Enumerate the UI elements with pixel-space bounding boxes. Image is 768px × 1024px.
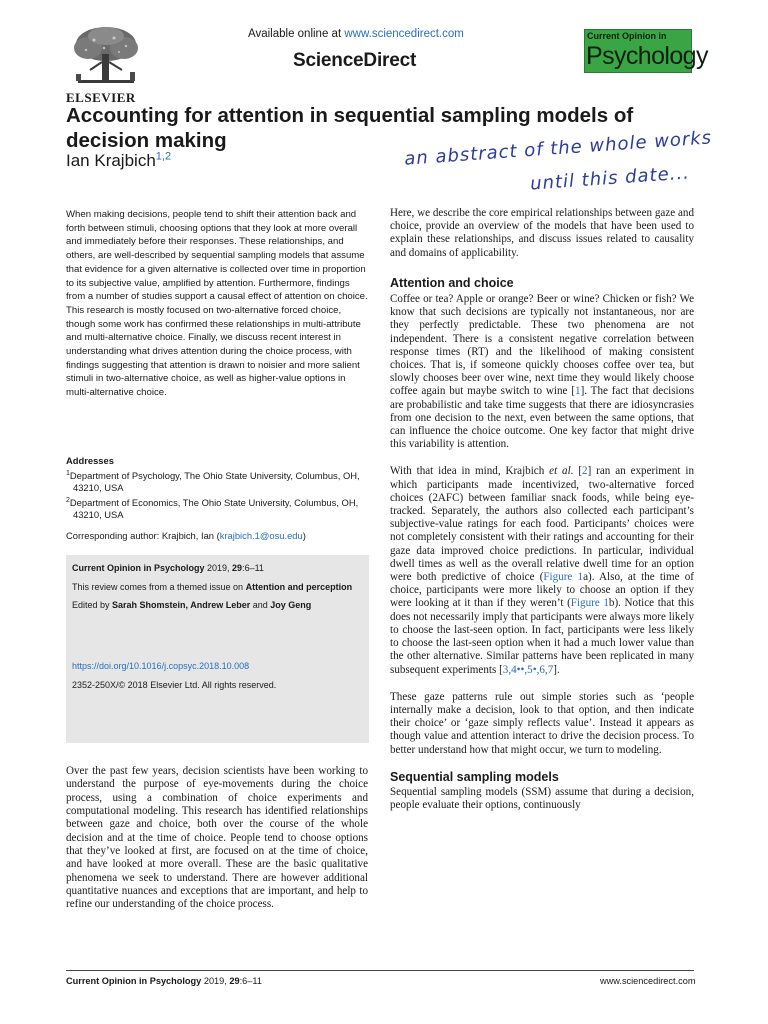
- info-theme: This review comes from a themed issue on Attention and perception: [72, 582, 353, 592]
- elsevier-tree-logo: [64, 24, 148, 90]
- article-title: Accounting for attention in sequential sampling models of decision making: [66, 104, 634, 152]
- sciencedirect-link[interactable]: www.sciencedirect.com: [344, 28, 464, 40]
- right-paragraph-1: Here, we describe the core empirical relationships between gaze and choice, provide an overview of the models that have been used to explain these relationships, and discuss issues related to causality and domains of applicability.: [390, 207, 694, 259]
- journal-logo[interactable]: [584, 29, 708, 73]
- footer-divider: [66, 970, 694, 971]
- intro-paragraph: Over the past few years, decision scientists have been working to understand the purpose of eye-movements during the choice process, using a combination of choice experiments and computational modeling. This research has identified relationships between gaze and choice, both over the course of the whole decision and at the time of choice. People tend to choose options that they’ve looked at first, are focused on at the time of choice, and have looked at more overall. These are the basic qualitative phenomena we seek to understand. There are however additional quantitative nuances and exceptions that are important, and help to refine our understanding of the choice process.: [66, 765, 368, 911]
- addresses-heading: Addresses: [66, 455, 114, 466]
- copyright-line: 2352-250X/© 2018 Elsevier Ltd. All rights reserved.: [72, 680, 277, 690]
- sciencedirect-brand: ScienceDirect: [293, 50, 417, 71]
- doi-link[interactable]: https://doi.org/10.1016/j.copsyc.2018.10.008: [72, 661, 250, 671]
- ref-link[interactable]: 2: [582, 465, 588, 478]
- available-prefix: Available online at: [248, 28, 345, 40]
- info-box: [66, 555, 369, 743]
- footer-citation: Current Opinion in Psychology 2019, 29:6–11: [66, 976, 262, 986]
- elsevier-wordmark: ELSEVIER: [66, 90, 136, 105]
- author-affiliation-refs[interactable]: 1,2: [155, 150, 172, 163]
- handwritten-annotation: [400, 128, 730, 198]
- footer-site[interactable]: www.sciencedirect.com: [600, 976, 696, 986]
- available-online: [248, 28, 464, 40]
- addresses: [66, 455, 368, 522]
- figure-link[interactable]: Figure 1: [543, 571, 584, 584]
- author: [66, 151, 171, 171]
- address-item: $^1$Department of Psychology, The Ohio State University, Columbus, OH, 43210, USA: [66, 469, 360, 494]
- right-paragraph-5: Sequential sampling models (SSM) assume that during a decision, people evaluate their options, continuously: [390, 785, 694, 812]
- annotation-line-2: until this date...: [529, 162, 691, 195]
- journal-logo-big: Psychology: [586, 42, 708, 70]
- figure-link[interactable]: Figure 1: [570, 597, 609, 610]
- author-email-link[interactable]: krajbich.1@osu.edu: [219, 530, 303, 541]
- author-name: Ian Krajbich: [66, 151, 156, 170]
- abstract: When making decisions, people tend to shift their attention back and forth between stimuli, choosing options that they look at more overall and immediately before their responses. These relationships, and others, are well-described by sequential sampling models that assume that evidence for a given alternative is collected over time in proportion to its subjective value, amplified by attention. Furthermore, findings from a number of studies support a causal effect of attention on choice. This research is mostly focused on two-alternative forced choice, though some work has confirmed these relationships in multi-attribute and multi-alternative choice. Finally, we discuss recent interest in understanding what drives attention during the choice process, with findings suggesting that attention is drawn to noisier and more salient stimuli in two-alternative choice, as well as higher-value options in multi-alternative choice.: [66, 209, 368, 399]
- address-item: $^2$Department of Economics, The Ohio State University, Columbus, OH, 43210, USA: [66, 496, 359, 521]
- right-paragraph-3: With that idea in mind, Krajbich et al. [2] ran an experiment in which participants made incentivized, two-alternative forced choices (2AFC) between familiar snack foods, while being eye-tracked. Separately, the authors also collected each participant’s subjective-value ratings for each food. Participants’ choices were not completely consistent with their ratings and accounting for their gaze data improved choice predictions. In particular, individual dwell times as well as the overall relative dwell time for an option were both predictive of choice (Figure 1a). Also, at the time of choice, participants were more likely to choose an option if they were looking at it than if they weren’t (Figure 1b). Notice that this does not necessarily imply that participants were always more likely to choose the last-seen option. In fact, participants were less likely to choose the last-seen option when it had a much lower value than the other alternative. Similar patterns have been replicated in many subsequent experiments [3,4••,5•,6,7].: [390, 465, 694, 676]
- heading-attention-choice: Attention and choice: [390, 275, 514, 290]
- heading-sequential-sampling: Sequential sampling models: [390, 769, 559, 784]
- right-column: [390, 207, 694, 812]
- ref-link[interactable]: 1: [575, 385, 581, 398]
- corresponding-author: Corresponding author: Krajbich, Ian (krajbich.1@osu.edu): [66, 530, 306, 541]
- right-paragraph-4: These gaze patterns rule out simple stories such as ‘people internally make a decision, look to that option, and then indicate their choice’ or ‘gaze simply reflects value’. Instead it appears as though value and attention interact to drive the decision process. To better understand how that might occur, we turn to modeling.: [390, 690, 694, 756]
- info-editors: Edited by Sarah Shomstein, Andrew Leber and Joy Geng: [72, 600, 312, 610]
- info-citation: Current Opinion in Psychology 2019, 29:6–11: [72, 563, 264, 573]
- ref-link[interactable]: 3,4••,5•,6,7: [502, 663, 554, 676]
- annotation-line-1: an abstract of the whole works: [403, 127, 713, 170]
- journal-logo-small: Current Opinion in: [587, 31, 667, 41]
- right-paragraph-2: Coffee or tea? Apple or orange? Beer or wine? Chicken or fish? We know that such decisions are typically not instantaneous, nor are they perfectly predictable. These two phenomena are not independent. There is a consistent negative correlation between response times (RT) and the likelihood of making consistent choices. That is, if someone quickly chooses coffee over tea, but slowly chooses beer over wine, next time they would likely choose coffee again but maybe switch to wine [1]. The fact that decisions are probabilistic and take time suggests that there are idiosyncrasies from one decision to the next, even between the same options, that can influence the choice outcome. One key factor that might drive this variability is attention.: [390, 293, 695, 451]
